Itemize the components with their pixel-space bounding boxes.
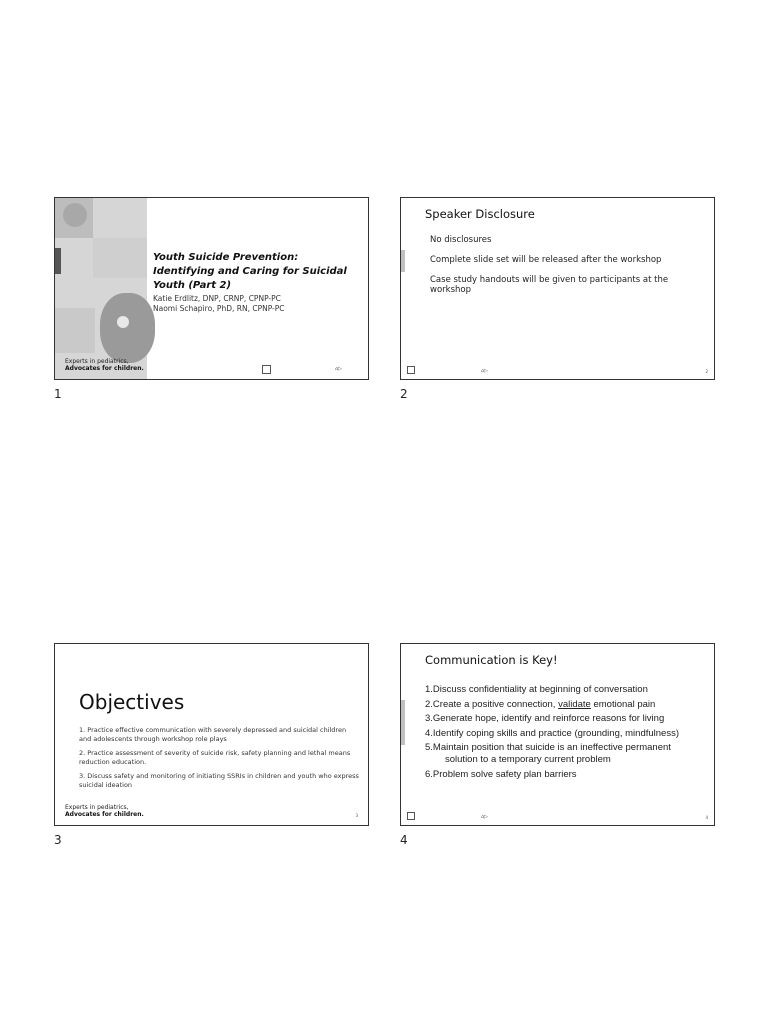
- slide-1-title: Youth Suicide Prevention: Identifying and Caring for Suicidal Youth (Part 2): [153, 252, 347, 291]
- list-item-continuation: solution to a temporary current problem: [445, 754, 611, 765]
- slide-2-body: [430, 235, 690, 305]
- slide-1: [54, 197, 369, 380]
- list-item-text: 5.Maintain position that suicide is an ineffective permanent: [425, 742, 671, 753]
- slide-1-accent-bar: [55, 248, 61, 274]
- shield-logo-icon: [407, 812, 415, 820]
- tagline: Experts in pediatrics,: [65, 358, 129, 365]
- slide-2-title: Speaker Disclosure: [425, 207, 535, 221]
- slide-page-number: 4: [705, 815, 708, 820]
- slide-2: [400, 197, 715, 380]
- list-item: 1. Practice effective communication with severely depressed and suicidal children and adolescents through workshop role plays: [79, 726, 347, 743]
- sponsor-logo-icon: ⌂▷: [481, 814, 489, 820]
- slide-4-accent-bar: [401, 700, 405, 745]
- tagline: Experts in pediatrics,: [65, 804, 129, 811]
- slide-1-graphic-block: [55, 308, 95, 353]
- sponsor-logo-icon: ⌂▷: [481, 368, 489, 374]
- slide-1-graphic-shape: [100, 293, 155, 363]
- slide-1-graphic-circle: [63, 203, 87, 227]
- slide-1-graphic-block: [93, 238, 147, 278]
- slide-3-body: [79, 726, 359, 795]
- tagline-bold: Advocates for children.: [65, 811, 144, 818]
- slide-number: 3: [54, 833, 62, 847]
- list-item: 3.Generate hope, identify and reinforce reasons for living: [425, 713, 665, 724]
- slide-1-authors: [153, 294, 363, 314]
- slide-3-title: Objectives: [79, 690, 185, 714]
- slide-4: [400, 643, 715, 826]
- slide-4-list: [425, 684, 710, 783]
- underlined-word: validate: [558, 698, 591, 710]
- list-item: [425, 699, 710, 711]
- slide-number: 4: [400, 833, 408, 847]
- tagline-bold: Advocates for children.: [65, 365, 144, 372]
- slide-page-number: 2: [705, 369, 708, 374]
- list-item: 3. Discuss safety and monitoring of initiating SSRIs in children and youth who express suicidal ideation: [79, 772, 359, 789]
- list-item: 2. Practice assessment of severity of suicide risk, safety planning and lethal means reduction education.: [79, 749, 351, 766]
- sponsor-logo-icon: ⌂▷: [335, 366, 343, 372]
- list-item-text: 2.Create a positive connection,: [425, 698, 559, 710]
- slide-3: [54, 643, 369, 826]
- list-item: No disclosures: [430, 235, 492, 245]
- slide-1-graphic-dot: [117, 316, 129, 328]
- slide-number: 1: [54, 387, 62, 401]
- list-item: 1.Discuss confidentiality at beginning of conversation: [425, 684, 648, 695]
- list-item: 6.Problem solve safety plan barriers: [425, 768, 577, 780]
- slide-number: 2: [400, 387, 408, 401]
- list-item: Case study handouts will be given to participants at the workshop: [430, 275, 669, 295]
- list-item: [425, 742, 710, 766]
- slide-page-number: 3: [355, 813, 358, 818]
- list-item-text: emotional pain: [590, 698, 656, 710]
- shield-logo-icon: [407, 366, 415, 374]
- author: Katie Erdlitz, DNP, CRNP, CPNP-PC: [153, 294, 281, 303]
- slide-2-accent-bar: [401, 250, 405, 272]
- slide-4-title: Communication is Key!: [425, 653, 558, 667]
- shield-logo-icon: [262, 365, 271, 374]
- author: Naomi Schapiro, PhD, RN, CPNP-PC: [153, 304, 285, 313]
- list-item: 4.Identify coping skills and practice (grounding, mindfulness): [425, 727, 679, 739]
- list-item: Complete slide set will be released after the workshop: [430, 255, 662, 265]
